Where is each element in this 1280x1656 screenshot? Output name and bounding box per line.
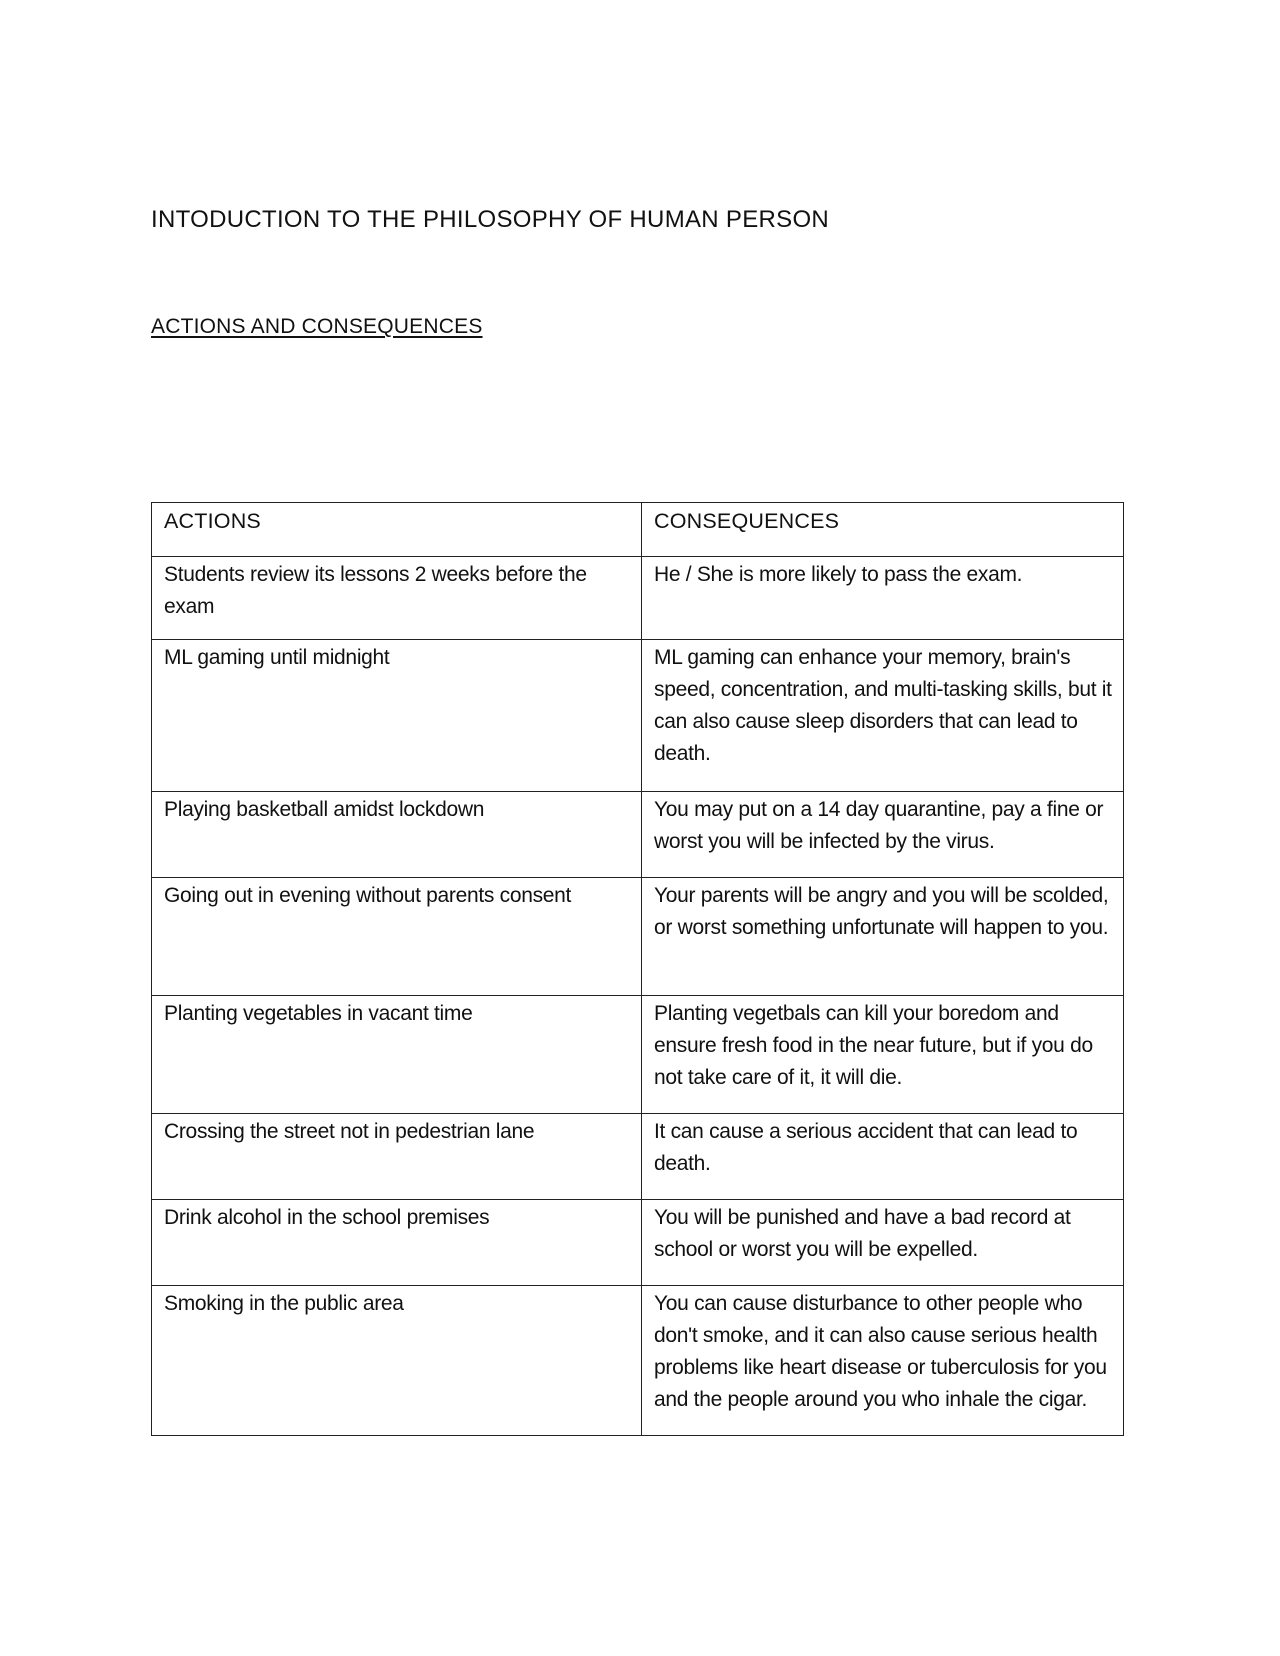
- consequence-cell: You may put on a 14 day quarantine, pay a fine or worst you will be infected by the virus.: [642, 792, 1124, 878]
- table-row: [152, 792, 1124, 878]
- action-cell: Going out in evening without parents consent: [152, 878, 642, 996]
- table-row: [152, 996, 1124, 1114]
- consequence-cell: You can cause disturbance to other people who don't smoke, and it can also cause serious health problems like heart disease or tuberculosis for you and the people around you who inhale the cigar.: [642, 1286, 1124, 1436]
- document-subtitle: ACTIONS AND CONSEQUENCES: [151, 315, 483, 338]
- consequence-cell: He / She is more likely to pass the exam.: [642, 557, 1124, 640]
- table-row: [152, 557, 1124, 640]
- table-row: [152, 1114, 1124, 1200]
- action-cell: Drink alcohol in the school premises: [152, 1200, 642, 1286]
- actions-consequences-table: [151, 502, 1124, 1436]
- table-row: [152, 640, 1124, 792]
- action-cell: Students review its lessons 2 weeks before the exam: [152, 557, 642, 640]
- action-cell: Crossing the street not in pedestrian lane: [152, 1114, 642, 1200]
- action-cell: Smoking in the public area: [152, 1286, 642, 1436]
- header-actions: ACTIONS: [152, 503, 642, 557]
- action-cell: ML gaming until midnight: [152, 640, 642, 792]
- table-row: [152, 1200, 1124, 1286]
- table-row: [152, 878, 1124, 996]
- consequence-cell: ML gaming can enhance your memory, brain's speed, concentration, and multi-tasking skills, but it can also cause sleep disorders that can lead to death.: [642, 640, 1124, 792]
- action-cell: Planting vegetables in vacant time: [152, 996, 642, 1114]
- consequence-cell: It can cause a serious accident that can lead to death.: [642, 1114, 1124, 1200]
- consequence-cell: You will be punished and have a bad record at school or worst you will be expelled.: [642, 1200, 1124, 1286]
- header-consequences: CONSEQUENCES: [642, 503, 1124, 557]
- consequence-cell: Your parents will be angry and you will be scolded, or worst something unfortunate will happen to you.: [642, 878, 1124, 996]
- action-cell: Playing basketball amidst lockdown: [152, 792, 642, 878]
- table-header-row: [152, 503, 1124, 557]
- document-title: INTODUCTION TO THE PHILOSOPHY OF HUMAN PERSON: [151, 206, 830, 233]
- table-row: [152, 1286, 1124, 1436]
- consequence-cell: Planting vegetbals can kill your boredom and ensure fresh food in the near future, but if you do not take care of it, it will die.: [642, 996, 1124, 1114]
